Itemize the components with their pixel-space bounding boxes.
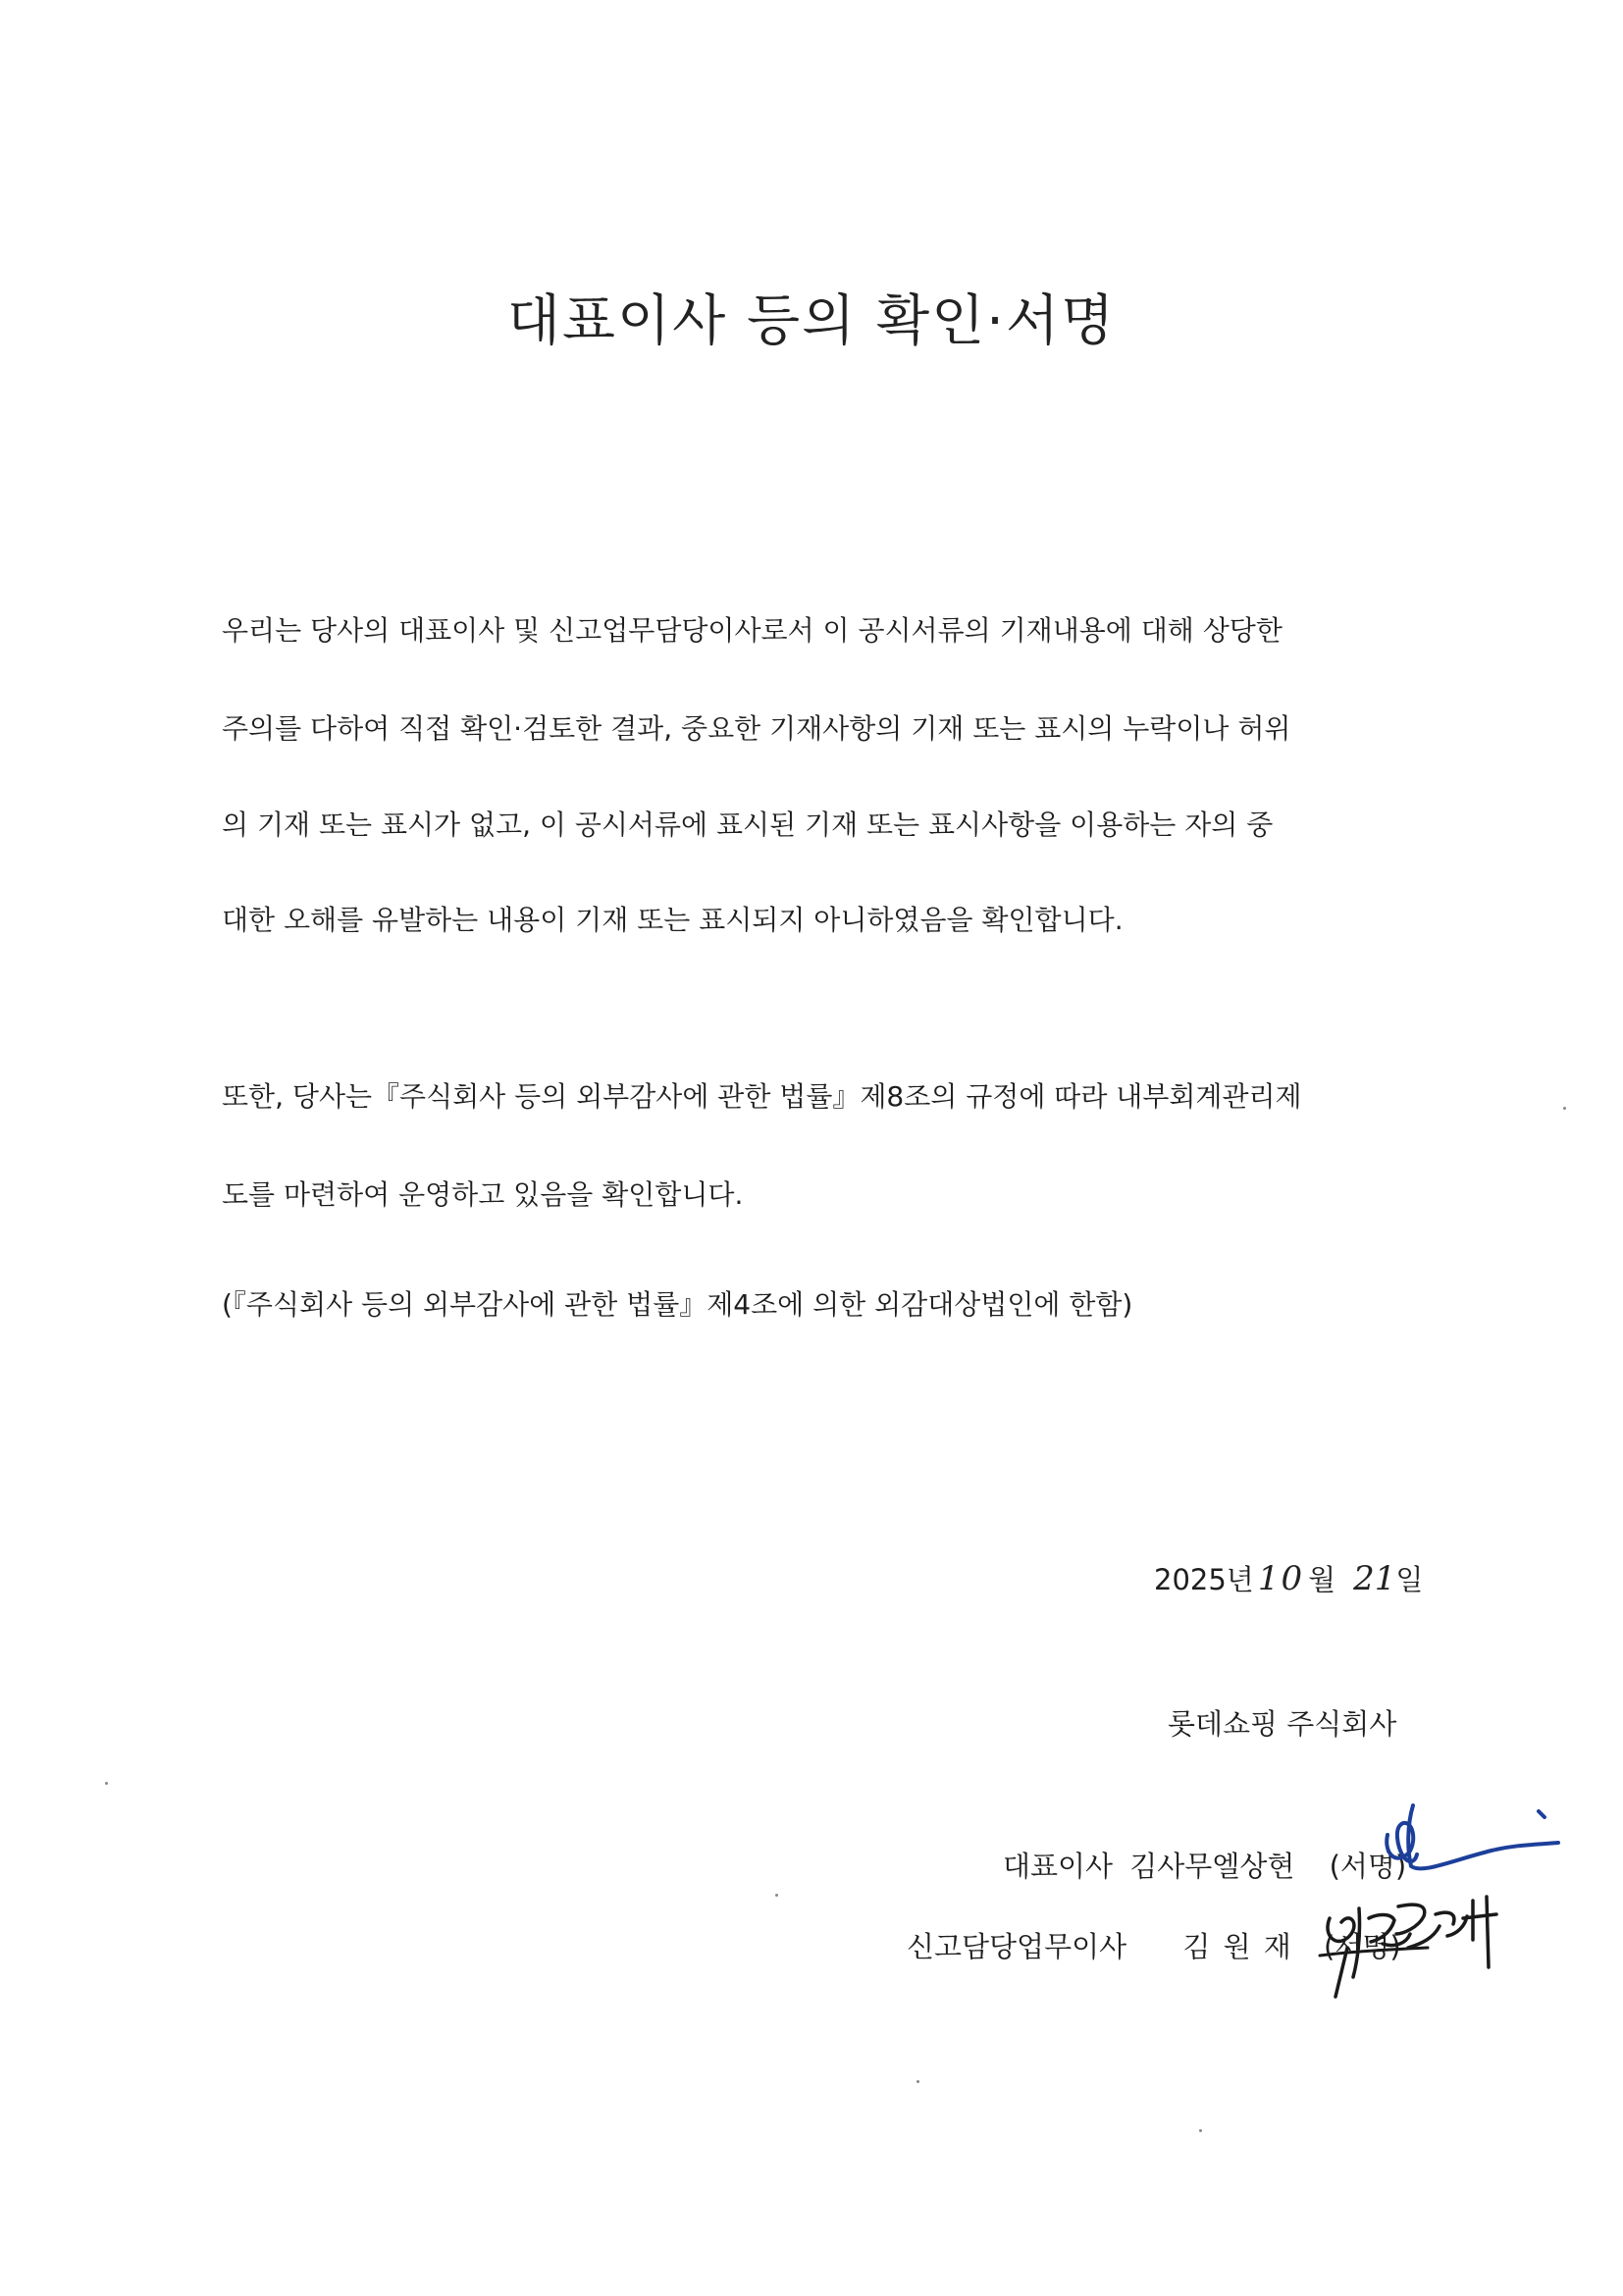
- scan-speck: [916, 2080, 919, 2083]
- handwritten-signature-ceo: [1344, 1796, 1570, 1884]
- signatory-role: 신고담당업무이사: [907, 1930, 1127, 1963]
- scan-speck: [105, 1782, 108, 1785]
- scan-speck: [1563, 1107, 1566, 1110]
- document-title: 대표이사 등의 확인·서명: [506, 289, 1117, 353]
- paragraph-line: 주의를 다하여 직접 확인·검토한 결과, 중요한 기재사항의 기재 또는 표시의 누락이나 허위: [222, 712, 1291, 745]
- signature-label: (서명): [1324, 1930, 1401, 1963]
- scan-speck: [1199, 2129, 1202, 2132]
- scope-note-text: (『주식회사 등의 외부감사에 관한 법률』제4조에 의한 외감대상법인에 한함): [222, 1288, 1133, 1321]
- signatory-name: 김사무엘상현: [1129, 1850, 1295, 1883]
- date-day-handwritten: 21: [1353, 1559, 1396, 1598]
- date-month-handwritten: 10: [1257, 1559, 1305, 1598]
- date-year: 2025년: [1154, 1563, 1254, 1596]
- date-month-suffix: 월: [1308, 1563, 1336, 1596]
- scan-speck: [775, 1894, 778, 1897]
- date-day-suffix: 일: [1395, 1563, 1424, 1596]
- handwritten-signature-disclosure-officer: [1300, 1879, 1516, 2007]
- paragraph-line: 대한 오해를 유발하는 내용이 기재 또는 표시되지 아니하였음을 확인합니다.: [222, 904, 1124, 936]
- paragraph-line: 또한, 당사는『주식회사 등의 외부감사에 관한 법률』제8조의 규정에 따라 내부회계관리제: [222, 1080, 1302, 1113]
- signatory-name: 김 원 재: [1182, 1930, 1293, 1963]
- signature-date: [1154, 1558, 1423, 1598]
- paragraph-line: 도를 마련하여 운영하고 있음을 확인합니다.: [222, 1178, 744, 1211]
- signatory-role: 대표이사: [1003, 1850, 1114, 1883]
- paragraph-line: 우리는 당사의 대표이사 및 신고업무담당이사로서 이 공시서류의 기재내용에 대해 상당한: [222, 614, 1283, 647]
- signature-label: (서명): [1329, 1850, 1407, 1883]
- company-name: 롯데쇼핑 주식회사: [1168, 1707, 1397, 1741]
- paragraph-line: 의 기재 또는 표시가 없고, 이 공시서류에 표시된 기재 또는 표시사항을 이용하는 자의 중: [222, 809, 1274, 841]
